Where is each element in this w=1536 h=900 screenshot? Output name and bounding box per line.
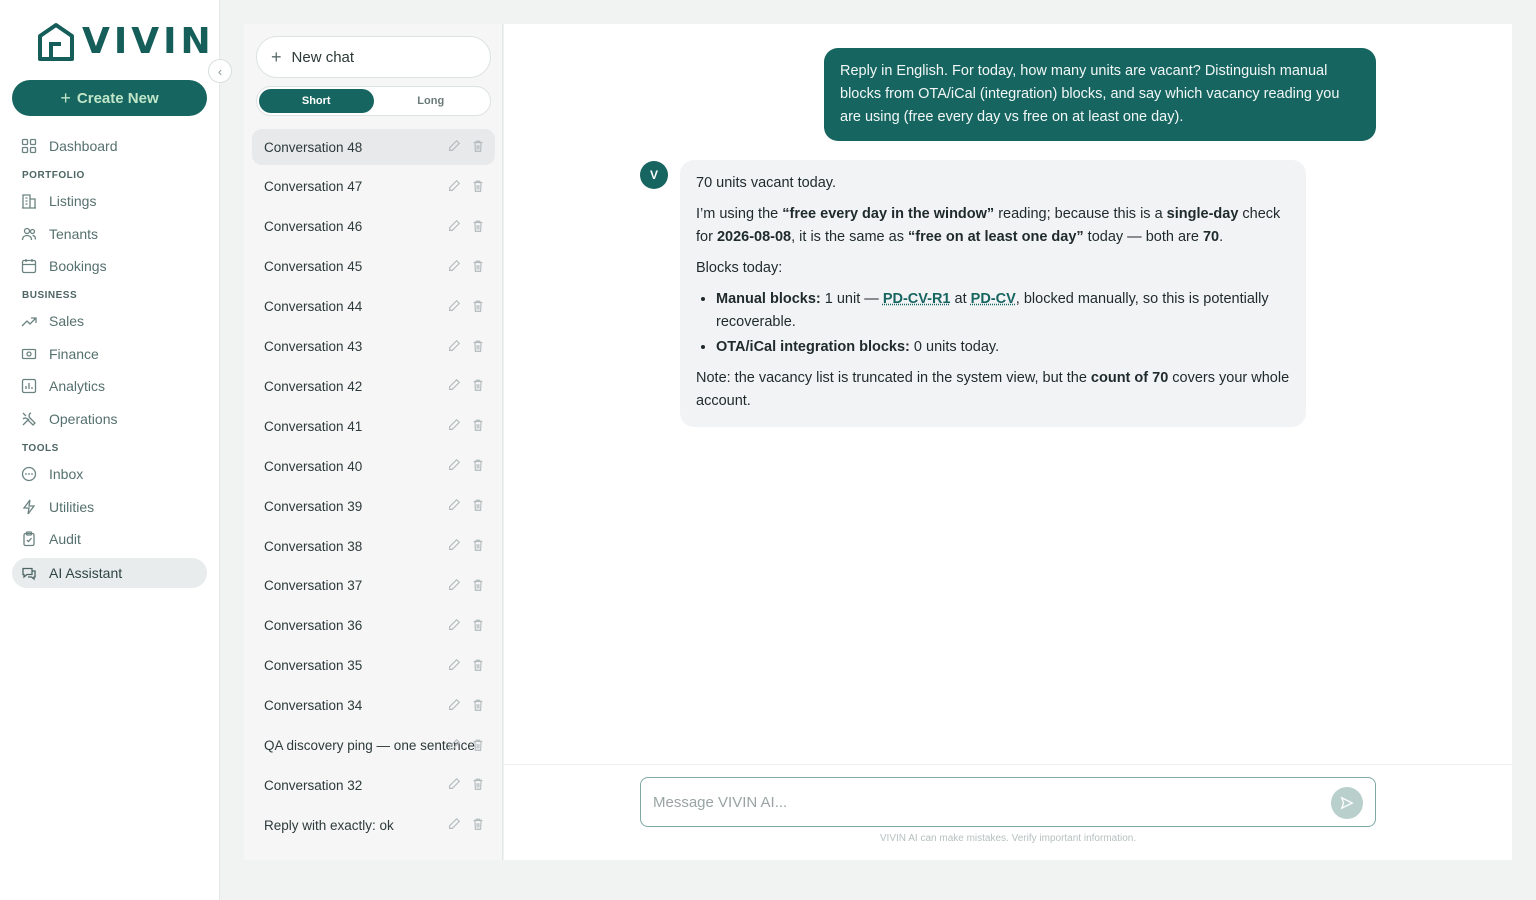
conversation-actions <box>447 538 485 552</box>
conversation-title: Conversation 48 <box>264 139 363 155</box>
text: today — both are <box>1083 229 1203 245</box>
text: . <box>1219 229 1224 245</box>
nav-label: Analytics <box>49 378 106 394</box>
unit-link[interactable]: PD-CV-R1 <box>882 291 951 307</box>
conversation-item[interactable] <box>252 688 495 724</box>
plus-icon: + <box>271 46 282 67</box>
nav-label: Tenants <box>49 226 99 242</box>
text: covers your whole account. <box>696 370 1290 409</box>
nav-item-dashboard[interactable] <box>12 131 207 161</box>
conversation-title: Conversation 45 <box>264 259 363 275</box>
new-chat-label: New chat <box>291 48 355 66</box>
edit-icon[interactable] <box>447 658 461 672</box>
nav-item-analytics[interactable] <box>12 371 207 401</box>
conversation-actions <box>447 578 485 592</box>
text: 0 units today. <box>909 339 1000 355</box>
conversation-title: Conversation 35 <box>264 658 363 674</box>
nav-item-tenants[interactable] <box>12 219 207 249</box>
sidebar <box>0 0 223 900</box>
composer <box>640 777 1376 827</box>
text: Note: the vacancy list is truncated in the system view, but the <box>696 370 1091 386</box>
trash-icon[interactable] <box>471 658 485 672</box>
send-button[interactable] <box>1331 787 1363 819</box>
reading-paragraph <box>696 203 1290 249</box>
text-bold: 2026-08-08 <box>716 229 792 245</box>
text-bold: “free every day in the window” <box>782 206 995 222</box>
nav-label: Bookings <box>49 258 107 274</box>
disclaimer: VIVIN AI can make mistakes. Verify important information. <box>879 833 1137 844</box>
trend-up-icon <box>21 313 37 329</box>
nav-label: AI Assistant <box>49 565 123 581</box>
conversation-item[interactable] <box>252 488 495 524</box>
trash-icon[interactable] <box>471 738 485 752</box>
nav-label: Finance <box>49 346 99 362</box>
nav-item-operations[interactable] <box>12 404 207 434</box>
conversation-actions <box>447 618 485 632</box>
conversation-actions <box>447 738 485 752</box>
note-paragraph <box>696 367 1290 413</box>
conversation-item[interactable] <box>252 728 495 764</box>
conversation-title: Conversation 42 <box>264 378 363 394</box>
toggle-short[interactable]: Short <box>259 89 374 113</box>
conversation-title: Conversation 43 <box>264 339 363 354</box>
nav-label: Utilities <box>49 499 95 515</box>
conversation-title: Conversation 47 <box>264 179 363 195</box>
chat-area <box>504 24 1512 860</box>
trash-icon[interactable] <box>471 299 485 313</box>
chat-bubble-icon <box>21 466 37 482</box>
text-bold: 70 <box>1202 229 1220 245</box>
user-message: Reply in English. For today, how many units are vacant? Distinguish manual blocks from OTA/iCal (integration) blocks, and say which vacancy reading you are using (free every day vs free on at least one day). <box>824 48 1376 141</box>
conversation-actions <box>447 259 485 273</box>
conversation-item[interactable] <box>252 648 495 684</box>
collapse-sidebar-button[interactable] <box>208 59 232 83</box>
list-item <box>716 288 1290 334</box>
conversation-actions <box>447 339 485 353</box>
text: I’m using the <box>696 206 783 222</box>
section-portfolio: PORTFOLIO <box>22 170 85 181</box>
conversation-item[interactable] <box>252 368 495 404</box>
edit-icon[interactable] <box>447 738 461 752</box>
trash-icon[interactable] <box>471 498 485 512</box>
trash-icon[interactable] <box>471 578 485 592</box>
conversation-title: Conversation 44 <box>264 299 363 315</box>
text: at <box>950 291 971 307</box>
nav-item-audit[interactable] <box>12 524 207 554</box>
conversation-item[interactable] <box>252 249 495 285</box>
conversation-actions <box>447 139 485 153</box>
text-bold: OTA/iCal integration blocks: <box>716 339 910 355</box>
conversation-title: Conversation 36 <box>264 618 363 634</box>
nav-label: Operations <box>49 411 118 427</box>
conversation-item[interactable] <box>252 448 495 484</box>
trash-icon[interactable] <box>471 259 485 273</box>
conversation-actions <box>447 418 485 432</box>
ai-chat-icon <box>21 565 37 581</box>
text-bold: single-day <box>1166 206 1239 222</box>
nav-item-sales[interactable] <box>12 306 207 336</box>
text-bold: “free on at least one day” <box>907 229 1084 245</box>
conversation-item[interactable] <box>252 169 495 205</box>
bar-chart-icon <box>21 378 37 394</box>
trash-icon[interactable] <box>471 538 485 552</box>
tools-icon <box>21 411 37 427</box>
trash-icon[interactable] <box>471 817 485 831</box>
message-input[interactable] <box>653 794 1313 811</box>
nav-label: Inbox <box>49 466 84 482</box>
conversation-panel <box>244 24 503 860</box>
conversation-item[interactable] <box>252 807 495 843</box>
conversation-actions <box>447 378 485 392</box>
conversation-title: Conversation 32 <box>264 777 363 793</box>
conversation-actions <box>447 698 485 712</box>
edit-icon[interactable] <box>447 418 461 432</box>
conversation-item[interactable] <box>252 408 495 444</box>
edit-icon[interactable] <box>447 578 461 592</box>
text-bold: count of 70 <box>1090 370 1169 386</box>
conversation-item[interactable] <box>252 129 495 165</box>
divider <box>504 764 1512 765</box>
conversation-actions <box>447 817 485 831</box>
nav-item-listings[interactable] <box>12 186 207 216</box>
trash-icon[interactable] <box>471 378 485 392</box>
nav-item-inbox[interactable] <box>12 459 207 489</box>
text-bold: Manual blocks: <box>716 291 821 307</box>
nav-item-bookings[interactable] <box>12 251 207 281</box>
users-icon <box>21 226 37 242</box>
text: , blocked manually, so this is potentially recoverable. <box>716 291 1269 330</box>
trash-icon[interactable] <box>471 139 485 153</box>
conversation-title: QA discovery ping — one sentence <box>264 738 475 753</box>
conversation-title: Conversation 46 <box>264 219 363 235</box>
send-icon <box>1340 796 1354 810</box>
conversation-actions <box>447 299 485 313</box>
edit-icon[interactable] <box>447 339 461 353</box>
edit-icon[interactable] <box>447 698 461 712</box>
text: reading; because this is a <box>994 206 1167 222</box>
conversation-title: Conversation 34 <box>264 698 363 714</box>
section-business: BUSINESS <box>22 290 78 301</box>
conversation-title: Conversation 37 <box>264 578 363 594</box>
text: , it is the same as <box>791 229 908 245</box>
toggle-long[interactable]: Long <box>417 95 445 107</box>
trash-icon[interactable] <box>471 179 485 193</box>
calendar-icon <box>21 258 37 274</box>
assistant-avatar: V <box>640 161 668 189</box>
edit-icon[interactable] <box>447 538 461 552</box>
conversation-title: Reply with exactly: ok <box>264 817 394 833</box>
conversation-actions <box>447 458 485 472</box>
nav-item-ai-assistant[interactable] <box>12 558 207 588</box>
buildings-icon <box>21 193 37 209</box>
nav-label: Listings <box>49 193 97 209</box>
trash-icon[interactable] <box>471 339 485 353</box>
plus-icon: + <box>60 87 71 108</box>
logo-text: VIVIN <box>82 21 215 62</box>
property-link[interactable]: PD-CV <box>970 291 1016 307</box>
blocks-list <box>716 288 1290 359</box>
nav-label: Audit <box>49 531 81 547</box>
assistant-message <box>680 160 1306 427</box>
edit-icon[interactable] <box>447 458 461 472</box>
edit-icon[interactable] <box>447 259 461 273</box>
trash-icon[interactable] <box>471 219 485 233</box>
conversation-actions <box>447 179 485 193</box>
edit-icon[interactable] <box>447 179 461 193</box>
nav-item-finance[interactable] <box>12 339 207 369</box>
conversation-title: Conversation 41 <box>264 418 363 434</box>
conversation-title: Conversation 38 <box>264 538 363 554</box>
trash-icon[interactable] <box>471 698 485 712</box>
edit-icon[interactable] <box>447 498 461 512</box>
edit-icon[interactable] <box>447 139 461 153</box>
create-new-label: Create New <box>76 89 159 107</box>
chevron-left-icon: ‹ <box>217 63 223 79</box>
text: 1 unit — <box>820 291 883 307</box>
logo[interactable] <box>36 22 215 62</box>
text: check for <box>696 206 1281 245</box>
new-chat-button[interactable] <box>256 36 491 78</box>
answer-line: 70 units vacant today. <box>696 175 836 191</box>
nav-label: Sales <box>49 313 85 329</box>
house-logo-icon <box>36 22 76 62</box>
edit-icon[interactable] <box>447 219 461 233</box>
conversation-item[interactable] <box>252 767 495 803</box>
nav-label: Dashboard <box>49 138 118 154</box>
clipboard-icon <box>21 531 37 547</box>
trash-icon[interactable] <box>471 618 485 632</box>
trash-icon[interactable] <box>471 418 485 432</box>
trash-icon[interactable] <box>471 777 485 791</box>
trash-icon[interactable] <box>471 458 485 472</box>
length-toggle <box>256 86 491 116</box>
conversation-item[interactable] <box>252 568 495 604</box>
grid-icon <box>21 138 37 154</box>
conversation-actions <box>447 498 485 512</box>
section-tools: TOOLS <box>22 443 59 454</box>
money-icon <box>21 346 37 362</box>
edit-icon[interactable] <box>447 299 461 313</box>
edit-icon[interactable] <box>447 378 461 392</box>
edit-icon[interactable] <box>447 817 461 831</box>
conversation-item[interactable] <box>252 608 495 644</box>
bolt-icon <box>21 499 37 515</box>
conversation-item[interactable] <box>252 528 495 564</box>
conversation-item[interactable] <box>252 209 495 245</box>
conversation-actions <box>447 219 485 233</box>
conversation-item[interactable] <box>252 289 495 325</box>
nav-item-utilities[interactable] <box>12 492 207 522</box>
conversation-actions <box>447 777 485 791</box>
conversation-actions <box>447 658 485 672</box>
conversation-title: Conversation 40 <box>264 458 363 474</box>
conversation-title: Conversation 39 <box>264 498 363 514</box>
blocks-heading: Blocks today: <box>696 260 783 276</box>
conversation-item[interactable] <box>252 329 495 365</box>
create-new-button[interactable] <box>12 80 207 116</box>
edit-icon[interactable] <box>447 618 461 632</box>
list-item <box>716 336 1290 359</box>
edit-icon[interactable] <box>447 777 461 791</box>
